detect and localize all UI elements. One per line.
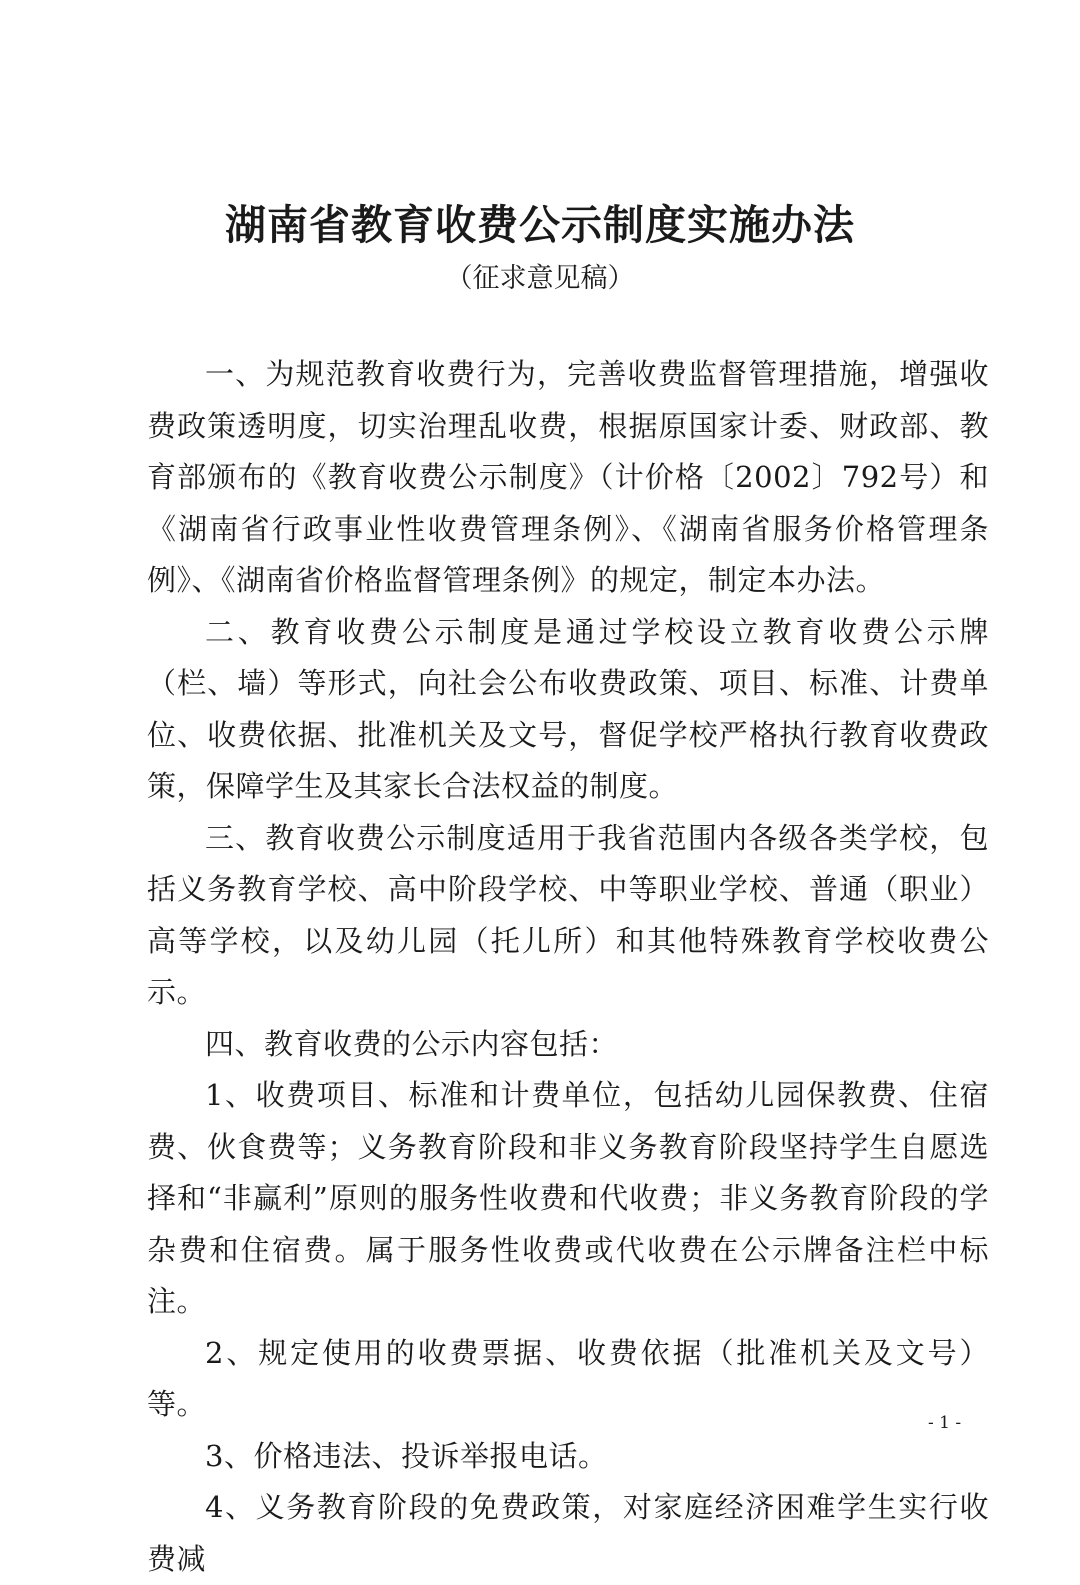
paragraph-3: 三、教育收费公示制度适用于我省范围内各级各类学校，包括义务教育学校、高中阶段学校、中等职业学校、普通（职业）高等学校，以及幼儿园（托儿所）和其他特殊教育学校收费公示。	[147, 820, 989, 1009]
document-title: 湖南省教育收费公示制度实施办法	[225, 201, 855, 249]
page-number: - 1 -	[928, 1413, 962, 1433]
paragraph-8: 4、义务教育阶段的免费政策，对家庭经济困难学生实行收费减	[147, 1490, 989, 1576]
document-body	[147, 349, 989, 1585]
document-subtitle: （征求意见稿）	[445, 263, 635, 294]
paragraph-6: 2、规定使用的收费票据、收费依据（批准机关及文号）等。	[147, 1335, 989, 1421]
paragraph-7: 3、价格违法、投诉举报电话。	[205, 1438, 608, 1473]
paragraph-5: 1、收费项目、标准和计费单位，包括幼儿园保教费、住宿费、伙食费等；义务教育阶段和非义务教育阶段坚持学生自愿选择和“非赢利”原则的服务性收费和代收费；非义务教育阶段的学杂费和住宿费。属于服务性收费或代收费在公示牌备注栏中标注。	[147, 1078, 989, 1318]
paragraph-4: 四、教育收费的公示内容包括：	[205, 1026, 619, 1061]
paragraph-1: 一、为规范教育收费行为，完善收费监督管理措施，增强收费政策透明度，切实治理乱收费，根据原国家计委、财政部、教育部颁布的《教育收费公示制度》（计价格〔2002〕792号）和《湖南省行政事业性收费管理条例》、《湖南省服务价格管理条例》、《湖南省价格监督管理条例》的规定，制定本办法。	[147, 357, 989, 597]
paragraph-2: 二、教育收费公示制度是通过学校设立教育收费公示牌（栏、墙）等形式，向社会公布收费政策、项目、标准、计费单位、收费依据、批准机关及文号，督促学校严格执行教育收费政策，保障学生及其家长合法权益的制度。	[147, 614, 989, 803]
